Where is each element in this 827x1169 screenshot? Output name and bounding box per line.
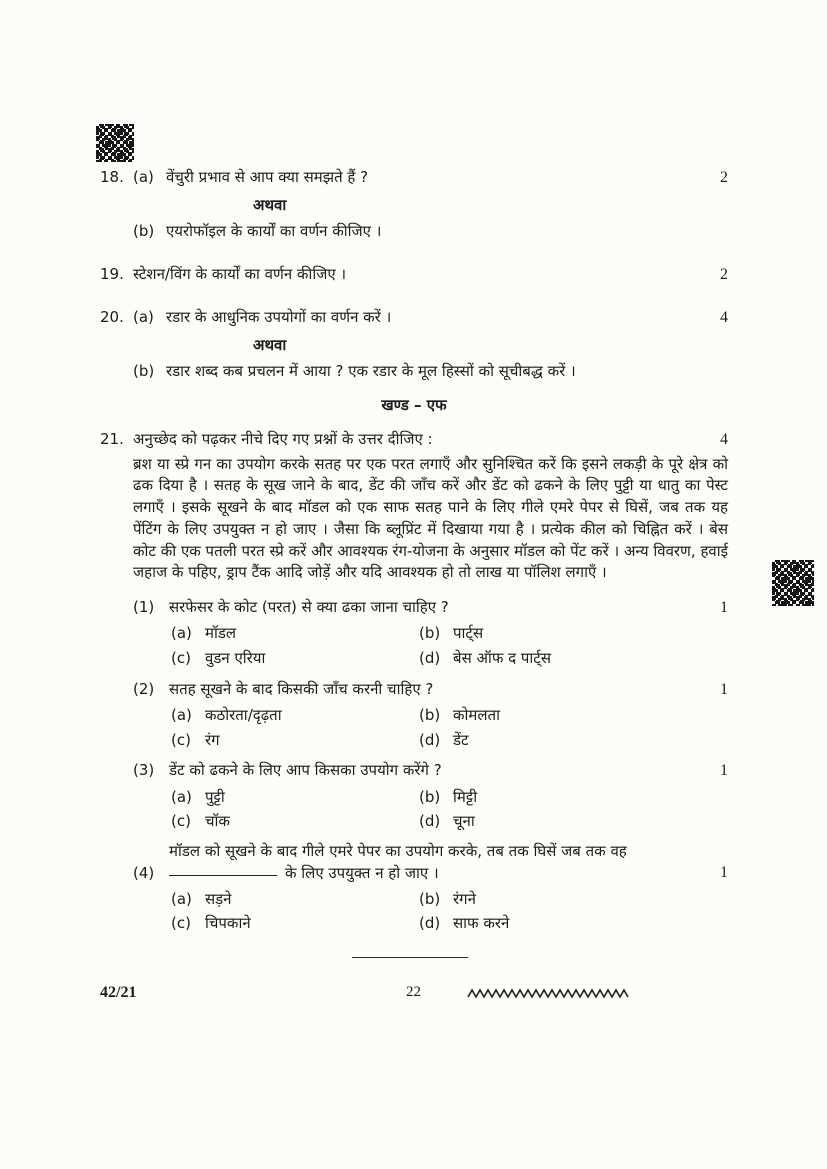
option-a xyxy=(171,623,419,645)
option-text: सड़ने xyxy=(205,889,232,908)
option-d xyxy=(419,730,728,752)
option-b xyxy=(419,705,728,727)
option-label: (a) xyxy=(171,624,192,643)
option-a xyxy=(171,787,419,809)
option-c xyxy=(171,730,419,752)
options xyxy=(171,705,728,752)
sub-question-1 xyxy=(133,596,728,670)
option-label: (d) xyxy=(419,730,441,749)
paper-code: 42/21 xyxy=(100,984,137,1001)
option-label: (c) xyxy=(171,648,191,667)
question-text: रडार के आधुनिक उपयोगों का वर्णन करें । xyxy=(166,307,392,326)
part-label: (b) xyxy=(133,221,155,240)
sub-question-row xyxy=(133,596,728,619)
question-number: 18. xyxy=(100,168,124,186)
marks-value: 2 xyxy=(720,169,728,186)
questions-area xyxy=(100,166,728,943)
sub-text: डेंट को ढकने के लिए आप किसका उपयोग करेंगे ? xyxy=(169,761,442,780)
option-label: (b) xyxy=(419,889,441,908)
option-label: (d) xyxy=(419,812,441,831)
sub-text: सरफेसर के कोट (परत) से क्या ढका जाना चाहिए ? xyxy=(169,598,449,616)
sub-text: सतह सूखने के बाद किसकी जाँच करनी चाहिए ? xyxy=(169,679,434,698)
option-text: कोमलता xyxy=(453,705,500,724)
question-number: 20. xyxy=(100,307,124,326)
section-heading: खण्ड – एफ xyxy=(381,395,447,414)
question-text: एयरोफॉइल के कार्यों का वर्णन कीजिए । xyxy=(166,221,382,240)
scribble-squiggle-icon xyxy=(466,987,638,1000)
options xyxy=(171,787,728,834)
option-text: चिपकाने xyxy=(205,914,251,933)
passage-text: ब्रश या स्प्रे गन का उपयोग करके सतह पर एक परत लगाएँ और सुनिश्चित करें कि इसने लकड़ी के पूरे क्षेत्र को ढक दिया है । सतह के सूख जाने के बाद, डेंट की जाँच करें और डेंट को ढकने के लिए पुट्टी या धातु का पेस्ट लगाएँ । इसके सूखने के बाद मॉडल को एक साफ सतह पाने के लिए गीले एमरे पेपर से घिसें, जब तक यह पेंटिंग के लिए उपयुक्त न हो जाए । जैसा कि ब्लूप्रिंट में दिखाया गया है । प्रत्येक कील को चिह्नित करें । बेस कोट की एक पतली परत स्प्रे करें और आवश्यक रंग-योजना के अनुसार मॉडल को पेंट करें । अन्य विवरण, हवाई जहाज के पहिए, ड्राप टैंक आदि जोड़ें और यदि आवश्यक हो तो लाख या पॉलिश लगाएँ । xyxy=(133,454,728,582)
option-c xyxy=(171,913,419,935)
question-text: अनुच्छेद को पढ़कर नीचे दिए गए प्रश्नों के उत्तर दीजिए : xyxy=(133,430,433,449)
question-number: 21. xyxy=(100,430,124,449)
options xyxy=(171,623,728,670)
option-text: पार्ट्स xyxy=(453,624,484,643)
option-d xyxy=(419,811,728,833)
question-21-intro xyxy=(100,428,728,451)
sub-label: (2) xyxy=(133,679,155,698)
question-text: रडार शब्द कब प्रचलन में आया ? एक रडार के मूल हिस्सों को सूचीबद्ध करें । xyxy=(166,361,576,380)
marks-value: 1 xyxy=(720,680,728,698)
option-label: (d) xyxy=(419,914,441,933)
option-b xyxy=(419,787,728,809)
option-text: चूना xyxy=(453,812,475,831)
question-text: वेंचुरी प्रभाव से आप क्या समझते हैं ? xyxy=(166,168,369,186)
marks-value: 1 xyxy=(720,762,728,780)
option-label: (b) xyxy=(419,624,441,643)
option-text: डेंट xyxy=(453,730,469,749)
option-label: (a) xyxy=(171,705,192,724)
option-c xyxy=(171,648,419,670)
option-label: (a) xyxy=(171,889,192,908)
option-text: चॉक xyxy=(205,812,230,831)
option-text: पुट्टी xyxy=(205,787,225,806)
sub-question-3 xyxy=(133,759,728,833)
sub-text-line2: के लिए उपयुक्त न हो जाए । xyxy=(285,863,439,882)
option-b xyxy=(419,623,728,645)
option-text: साफ करने xyxy=(453,914,510,933)
part-label: (b) xyxy=(133,361,155,380)
marks-value: 4 xyxy=(720,308,728,326)
option-d xyxy=(419,648,728,670)
option-label: (b) xyxy=(419,787,441,806)
sub-question-row xyxy=(133,678,728,701)
option-b xyxy=(419,889,728,911)
qr-code-top-icon xyxy=(96,124,134,162)
option-text: मॉडल xyxy=(205,624,237,643)
option-text: मिट्टी xyxy=(453,787,478,806)
option-d xyxy=(419,913,728,935)
or-separator: अथवा xyxy=(253,196,287,215)
question-20a xyxy=(100,306,728,329)
question-text: स्टेशन/विंग के कार्यों का वर्णन कीजिए । xyxy=(133,264,347,283)
question-20b xyxy=(100,361,728,383)
option-label: (b) xyxy=(419,705,441,724)
options xyxy=(171,889,728,936)
question-number: 19. xyxy=(100,264,124,283)
option-text: रंग xyxy=(205,730,220,749)
sub-text-line1: मॉडल को सूखने के बाद गीले एमरे पेपर का उपयोग करके, तब तक घिसें जब तक वह xyxy=(169,842,627,861)
question-18b xyxy=(100,221,728,243)
option-label: (c) xyxy=(171,730,191,749)
option-a xyxy=(171,889,419,911)
marks-value: 2 xyxy=(720,265,728,283)
or-separator: अथवा xyxy=(253,336,287,355)
question-19 xyxy=(100,263,728,286)
sub-question-4 xyxy=(133,841,728,935)
option-label: (c) xyxy=(171,914,191,933)
sub-questions xyxy=(133,596,728,935)
option-text: बेस ऑफ द पार्ट्स xyxy=(453,648,551,667)
sub-question-row xyxy=(133,759,728,782)
question-18a xyxy=(100,166,728,189)
sub-question-2 xyxy=(133,678,728,752)
option-text: कठोरता/दृढ़ता xyxy=(205,705,282,724)
option-label: (a) xyxy=(171,787,192,806)
sub-label: (1) xyxy=(133,598,155,616)
end-divider-line xyxy=(352,957,468,958)
option-label: (c) xyxy=(171,812,191,831)
marks-value: 1 xyxy=(720,599,728,616)
sub-question-row xyxy=(133,841,728,885)
option-label: (d) xyxy=(419,648,441,667)
fill-in-blank-line xyxy=(169,875,277,876)
marks-value: 1 xyxy=(720,864,728,882)
sub-label: (4) xyxy=(133,863,155,882)
part-label: (a) xyxy=(133,168,154,186)
option-text: रंगने xyxy=(453,889,476,908)
part-label: (a) xyxy=(133,307,154,326)
sub-label: (3) xyxy=(133,761,155,780)
option-a xyxy=(171,705,419,727)
option-text: वुडन एरिया xyxy=(205,648,266,667)
qr-code-side-icon xyxy=(772,560,814,606)
sub-text xyxy=(169,841,708,885)
marks-value: 4 xyxy=(720,431,728,449)
option-c xyxy=(171,811,419,833)
page-number: 22 xyxy=(406,984,421,1000)
